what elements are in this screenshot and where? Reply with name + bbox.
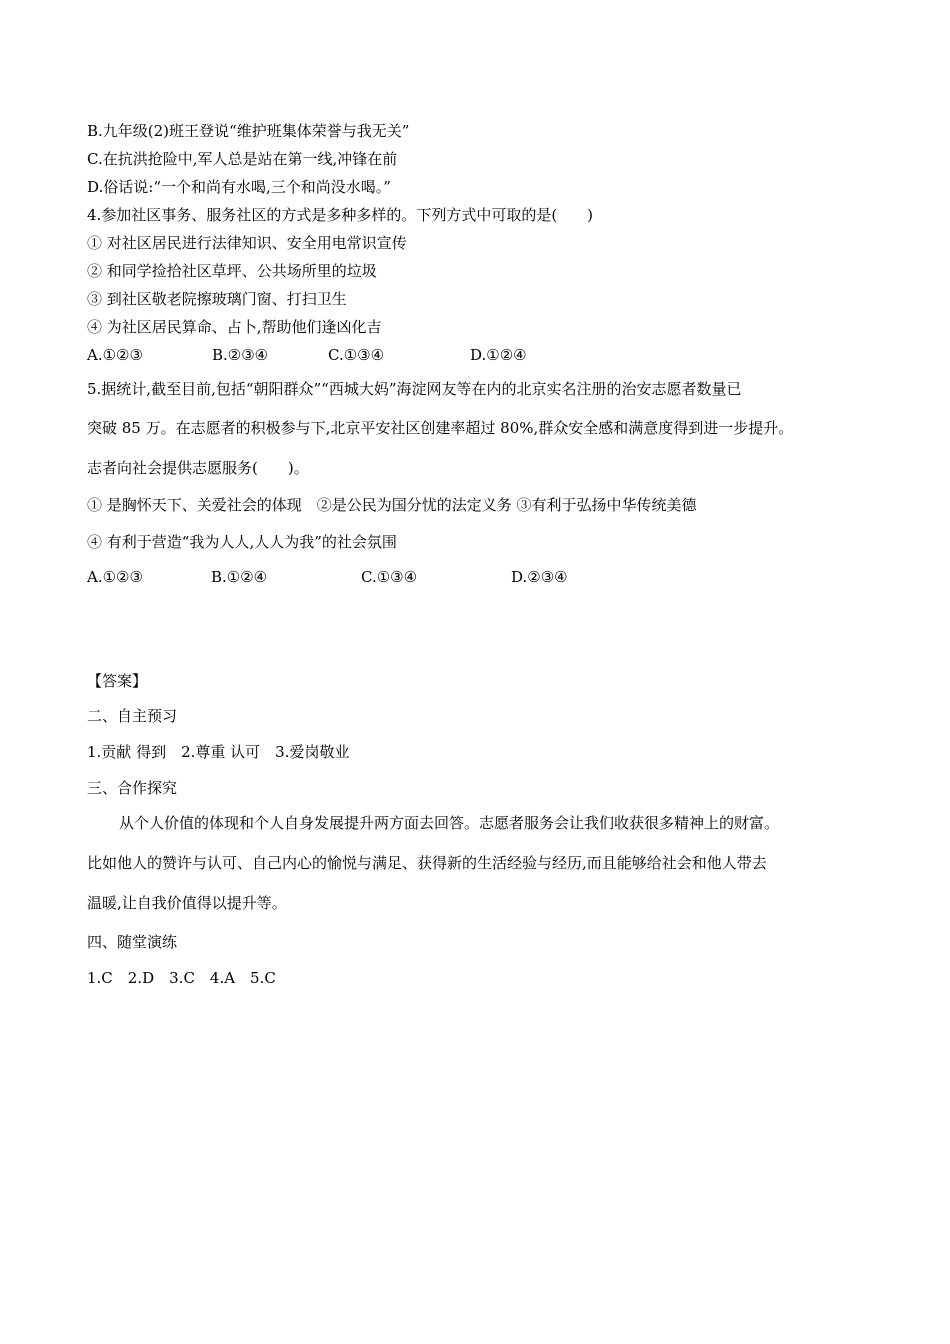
section-2-content: 1.贡献 得到 2.尊重 认可 3.爱岗敬业: [87, 743, 350, 761]
section-4-title: 四、随堂演练: [87, 933, 178, 951]
q4-option-a: A.①②③: [87, 346, 143, 364]
q5-options: [87, 567, 568, 587]
q5-stem-line-2: 突破 85 万。在志愿者的积极参与下,北京平安社区创建率超过 80%,群众安全感和满意度得到进一步提升。: [87, 419, 794, 437]
section-2-title: 二、自主预习: [87, 707, 178, 725]
q4-item-3: ③ 到社区敬老院擦玻璃门窗、打扫卫生: [87, 290, 347, 308]
q5-stem-line-3: 志者向社会提供志愿服务( )。: [87, 459, 309, 477]
answers-heading: 【答案】: [87, 672, 148, 690]
section-3-title: 三、合作探究: [87, 779, 178, 797]
q3-option-b: B.九年级(2)班王登说“维护班集体荣誉与我无关”: [87, 122, 410, 140]
q5-option-d: D.②③④: [511, 568, 568, 586]
q4-option-b: B.②③④: [212, 346, 269, 364]
q5-option-a: A.①②③: [87, 568, 143, 586]
q5-stem-line-1: 5.据统计,截至目前,包括“朝阳群众”“西城大妈”海淀网友等在内的北京实名注册的治安志愿者数量已: [87, 380, 742, 398]
q5-option-c: C.①③④: [361, 568, 418, 586]
q3-option-d: D.俗话说:“一个和尚有水喝,三个和尚没水喝。”: [87, 178, 391, 196]
section-4-content: 1.C 2.D 3.C 4.A 5.C: [87, 969, 276, 987]
q4-item-2: ② 和同学捡拾社区草坪、公共场所里的垃圾: [87, 262, 377, 280]
q5-option-b: B.①②④: [211, 568, 268, 586]
q4-option-d: D.①②④: [470, 346, 527, 364]
section-3-paragraph-1: 从个人价值的体现和个人自身发展提升两方面去回答。志愿者服务会让我们收获很多精神上的财富。: [119, 814, 780, 832]
section-3-paragraph-2: 比如他人的赞许与认可、自己内心的愉悦与满足、获得新的生活经验与经历,而且能够给社会和他人带去: [87, 854, 767, 872]
q3-option-c: C.在抗洪抢险中,军人总是站在第一线,冲锋在前: [87, 150, 398, 168]
q4-options: [87, 345, 527, 365]
q5-items-line-1: ① 是胸怀天下、关爱社会的体现 ②是公民为国分忧的法定义务 ③有利于弘扬中华传统美德: [87, 496, 697, 514]
q4-item-1: ① 对社区居民进行法律知识、安全用电常识宣传: [87, 234, 407, 252]
section-3-paragraph-3: 温暖,让自我价值得以提升等。: [87, 894, 287, 912]
q4-option-c: C.①③④: [328, 346, 385, 364]
q4-item-4: ④ 为社区居民算命、占卜,帮助他们逢凶化吉: [87, 318, 382, 336]
q5-items-line-2: ④ 有利于营造“我为人人,人人为我”的社会氛围: [87, 533, 397, 551]
q4-stem: 4.参加社区事务、服务社区的方式是多种多样的。下列方式中可取的是( ): [87, 206, 594, 224]
